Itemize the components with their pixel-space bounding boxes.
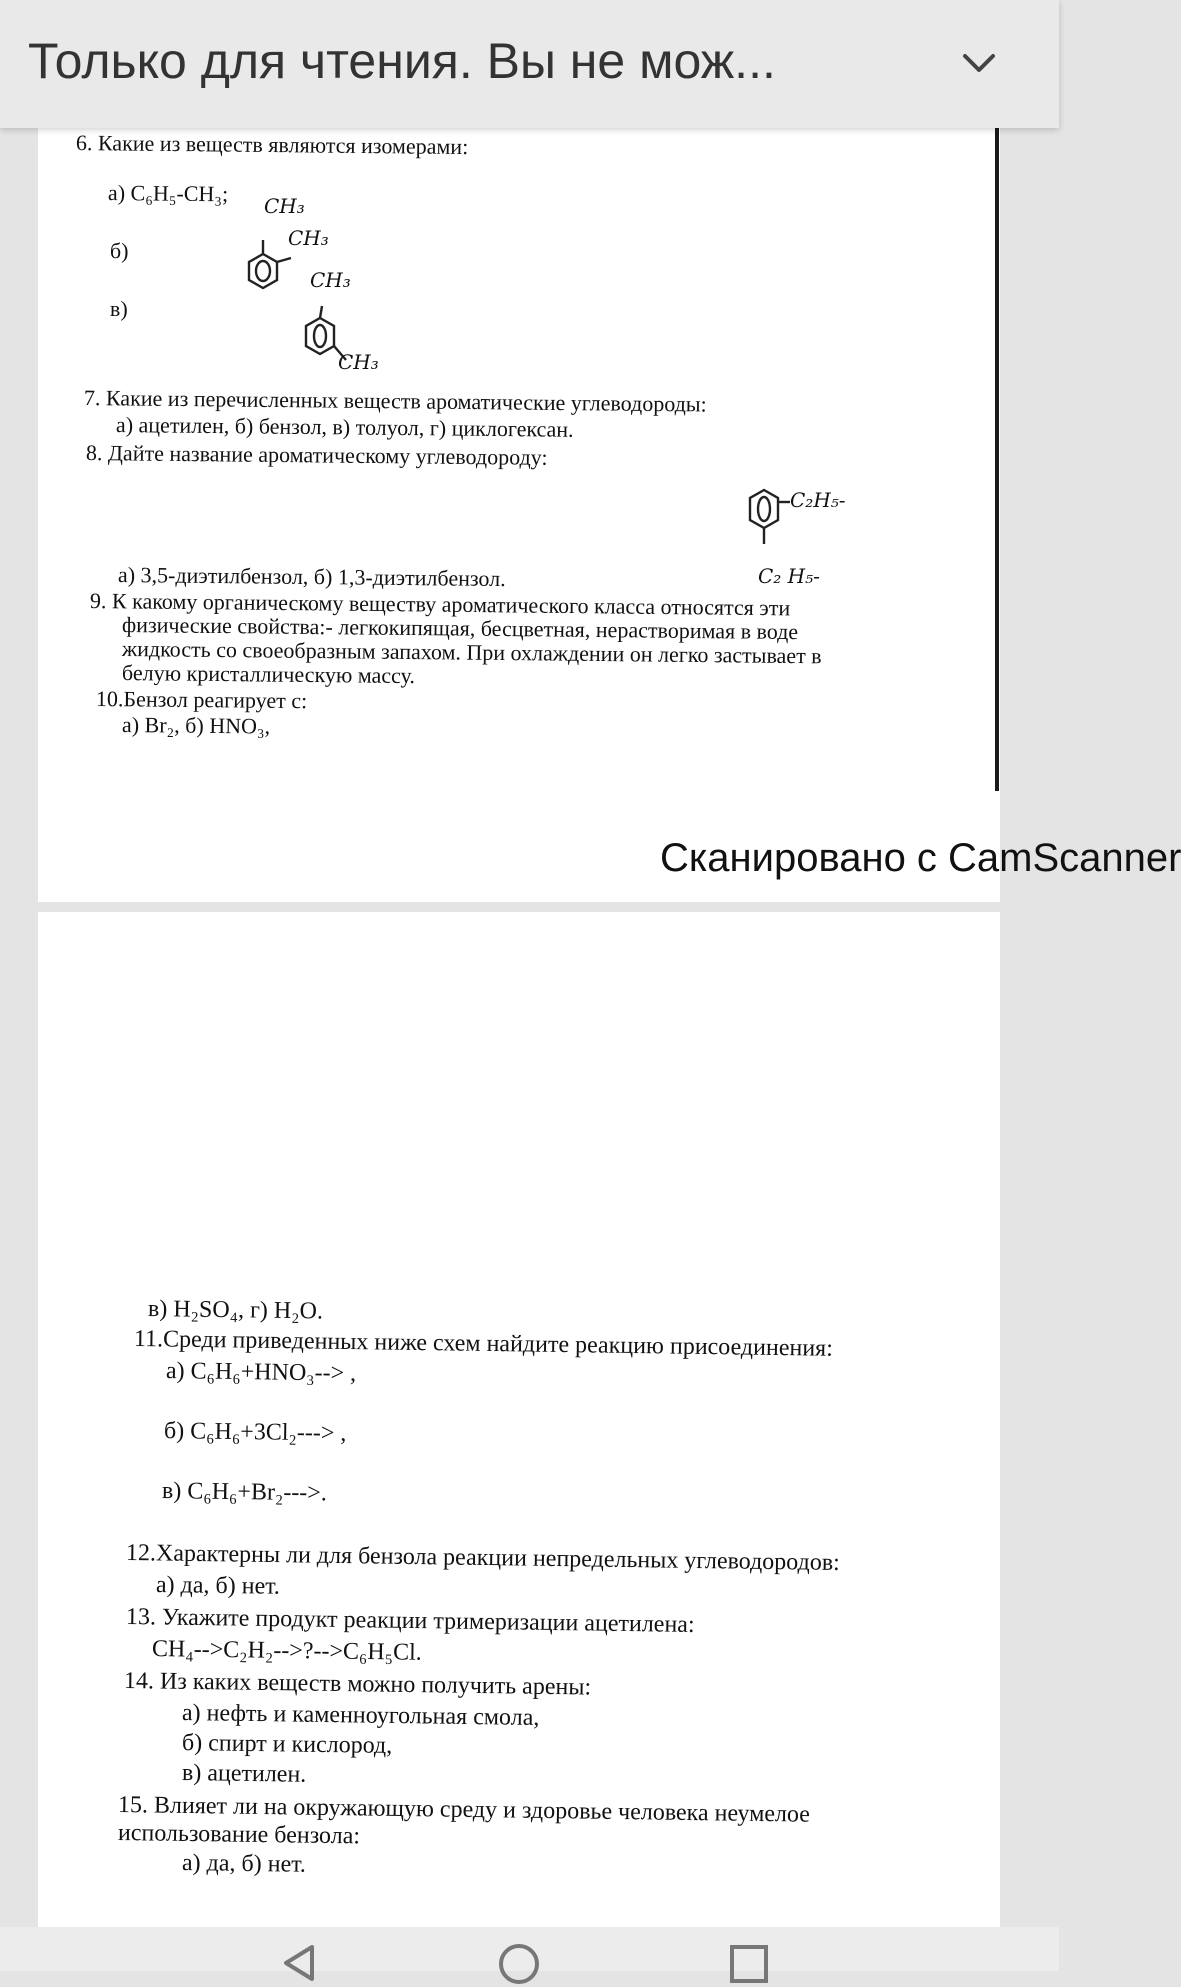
- question-8: 8. Дайте название ароматическому углеводороду:: [85, 440, 548, 470]
- question-9-line-1: 9. К какому органическому веществу ароматического класса относятся эти: [89, 588, 791, 621]
- camscanner-footer: Сканировано с CamScanner: [660, 836, 1181, 880]
- q14-option-a: а) нефть и каменноугольная смола,: [181, 1700, 540, 1731]
- question-9-line-2: физические свойства:- легкокипящая, бесцветная, нерастворимая в воде: [121, 612, 799, 645]
- question-14: 14. Из каких веществ можно получить арены:: [123, 1668, 592, 1701]
- scan-edge: [995, 128, 999, 791]
- q6-option-c: в): [109, 296, 128, 322]
- q10-options-ab: а) Br₂, б) HNO₃,: [121, 712, 271, 739]
- q13-scheme: CH₄-->C₂H₂-->?-->C₆H₅Cl.: [151, 1636, 422, 1666]
- back-icon[interactable]: [276, 1941, 322, 1987]
- q11-option-c: в) C₆H₆+Br₂--->.: [161, 1478, 327, 1507]
- q11-option-b: б) C₆H₆+3Cl₂---> ,: [163, 1418, 347, 1447]
- q14-option-b: б) спирт и кислород,: [181, 1730, 393, 1759]
- q10-options-cd: в) H₂SO₄, г) H₂O.: [147, 1296, 324, 1325]
- top-bar: [0, 0, 1059, 128]
- mol-b-top-label: CH₃: [264, 194, 305, 218]
- question-10: 10.Бензол реагирует с:: [95, 686, 308, 714]
- mol-q8-side-label: C₂H₅-: [790, 488, 846, 512]
- document-page-2: [38, 912, 1000, 1927]
- mol-b-side-label: CH₃: [288, 226, 329, 250]
- q11-option-a: а) C₆H₆+HNO₃--> ,: [165, 1358, 357, 1387]
- mol-c-bottom-label: CH₃: [338, 350, 379, 374]
- mol-c-top-label: CH₃: [310, 268, 351, 292]
- question-9-line-3: жидкость со своеобразным запахом. При охлаждении он легко застывает в: [121, 636, 822, 669]
- document-title: Только для чтения. Вы не мож...: [28, 33, 776, 89]
- question-7: 7. Какие из перечисленных веществ ароматические углеводороды:: [83, 385, 707, 417]
- q15-options: а) да, б) нет.: [181, 1850, 307, 1878]
- question-6: 6. Какие из веществ являются изомерами:: [75, 130, 469, 160]
- chevron-down-icon[interactable]: [955, 40, 1003, 88]
- q6-option-a: а) C₆H₅-CH₃;: [107, 180, 229, 207]
- q14-option-c: в) ацетилен.: [181, 1760, 307, 1788]
- molecule-b-drawing: [243, 246, 303, 306]
- question-11: 11.Среди приведенных ниже схем найдите реакцию присоединения:: [133, 1326, 834, 1362]
- document-page-1: [38, 128, 1181, 902]
- home-icon[interactable]: [496, 1941, 542, 1987]
- q12-options: а) да, б) нет.: [155, 1572, 281, 1600]
- question-15-line-1: 15. Влияет ли на окружающую среду и здоровье человека неумелое: [117, 1792, 811, 1828]
- question-9-line-4: белую кристаллическую массу.: [121, 660, 416, 689]
- mol-q8-bottom-label: C₂ H₅-: [758, 564, 820, 588]
- scanned-sheet-1: [38, 128, 1000, 791]
- recents-icon[interactable]: [726, 1941, 772, 1987]
- system-nav-bar: [0, 1927, 1059, 1971]
- q6-option-b: б): [109, 238, 129, 264]
- question-12: 12.Характерны ли для бензола реакции непредельных углеводородов:: [125, 1540, 840, 1576]
- q7-options: а) ацетилен, б) бензол, в) толуол, г) циклогексан.: [115, 412, 574, 442]
- question-13: 13. Укажите продукт реакции тримеризации ацетилена:: [125, 1604, 695, 1638]
- question-15-line-2: использование бензола:: [117, 1820, 361, 1850]
- q8-options: а) 3,5-диэтилбензол, б) 1,3-диэтилбензол.: [117, 562, 506, 592]
